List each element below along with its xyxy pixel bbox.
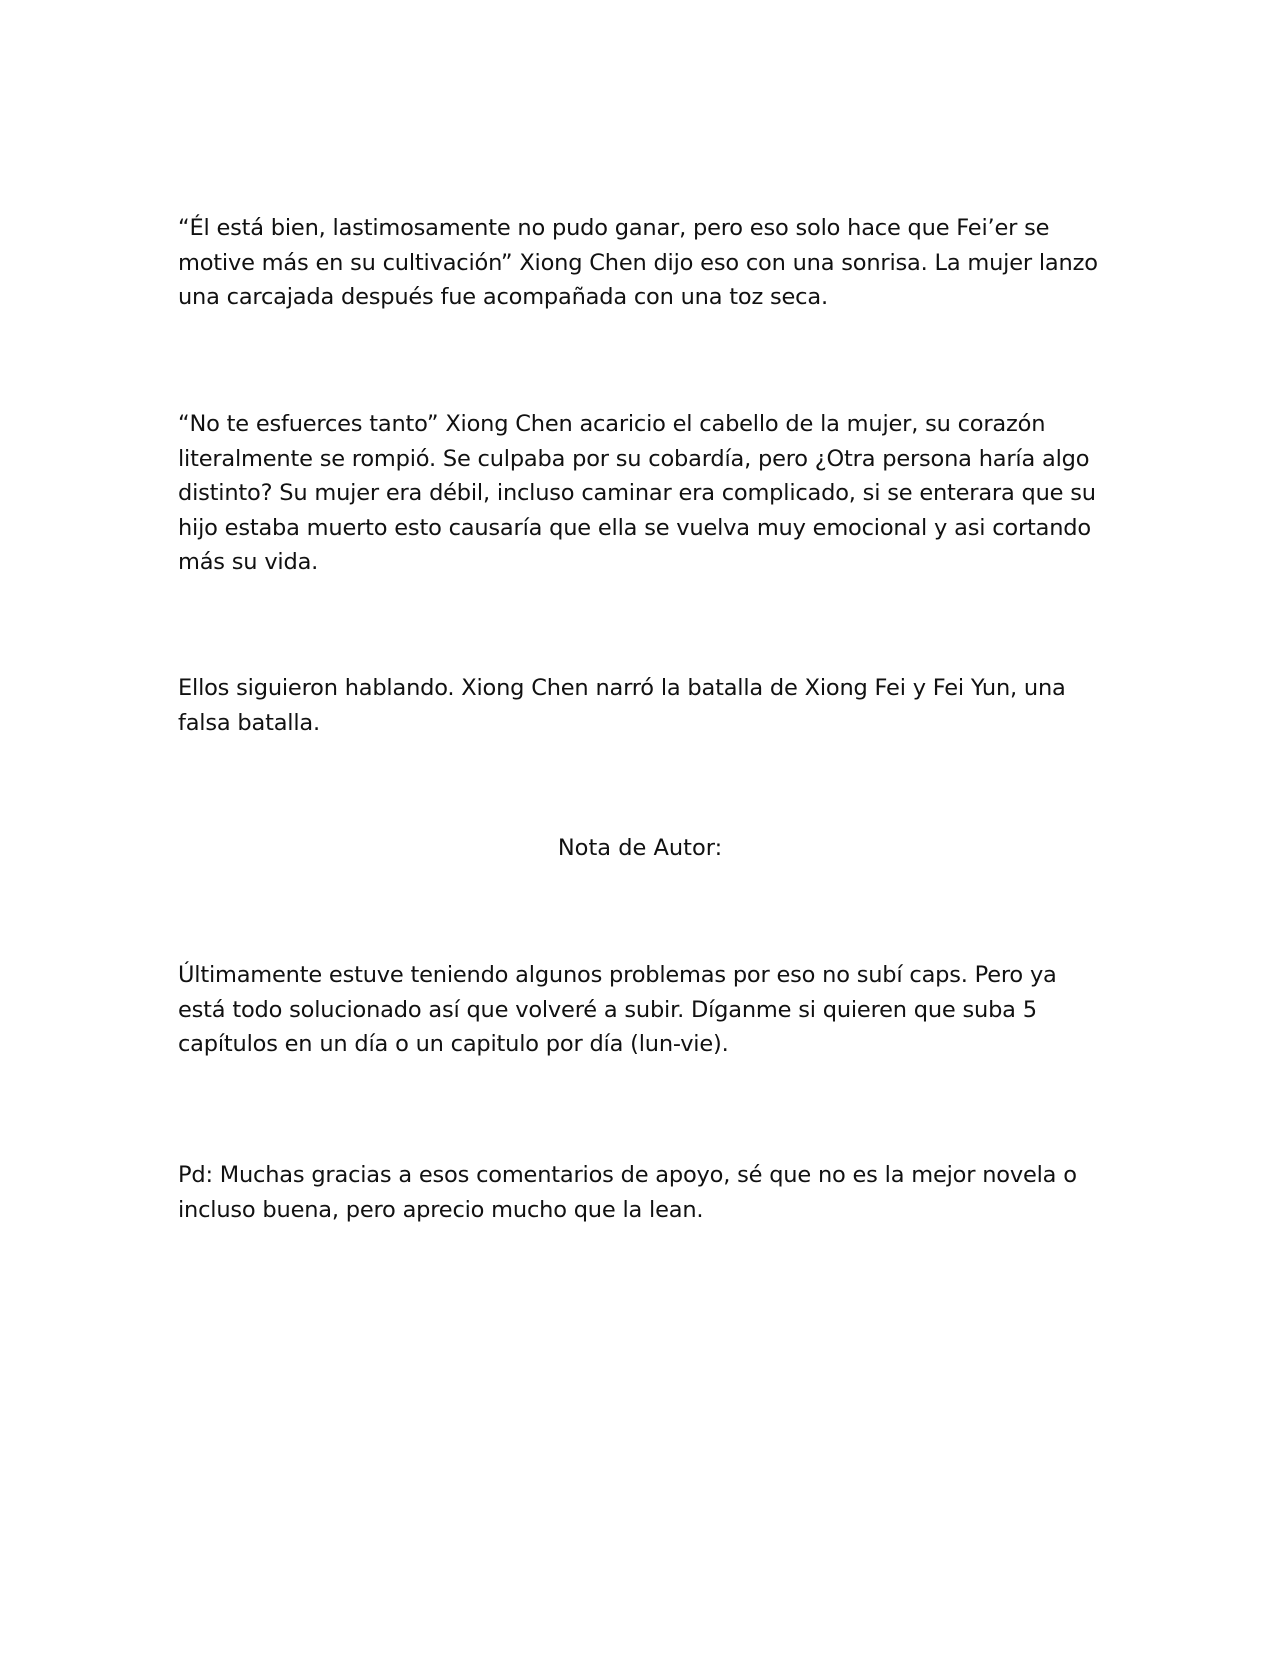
story-paragraph-1: “Él está bien, lastimosamente no pudo ganar, pero eso solo hace que Fei’er se motive más en su cultivación” Xiong Chen dijo eso con una sonrisa. La mujer lanzo una carcajada después fue acompañada con una toz seca. (178, 215, 1098, 310)
story-paragraph-3: Ellos siguieron hablando. Xiong Chen narró la batalla de Xiong Fei y Fei Yun, una falsa batalla. (178, 675, 1066, 736)
author-note-paragraph-1: Últimamente estuve teniendo algunos problemas por eso no subí caps. Pero ya está todo solucionado así que volveré a subir. Díganme si quieren que suba 5 capítulos en un día o un capitulo por día (lun-vie). (178, 962, 1057, 1057)
author-note-paragraph-2: Pd: Muchas gracias a esos comentarios de apoyo, sé que no es la mejor novela o incluso buena, pero aprecio mucho que la lean. (178, 1162, 1077, 1223)
story-paragraph-2: “No te esfuerces tanto” Xiong Chen acaricio el cabello de la mujer, su corazón literalmente se rompió. Se culpaba por su cobardía, pero ¿Otra persona haría algo distinto? Su mujer era débil, incluso caminar era complicado, si se enterara que su hijo estaba muerto esto causaría que ella se vuelva muy emocional y asi cortando más su vida. (178, 411, 1096, 575)
author-note-heading: Nota de Autor: (557, 835, 723, 861)
